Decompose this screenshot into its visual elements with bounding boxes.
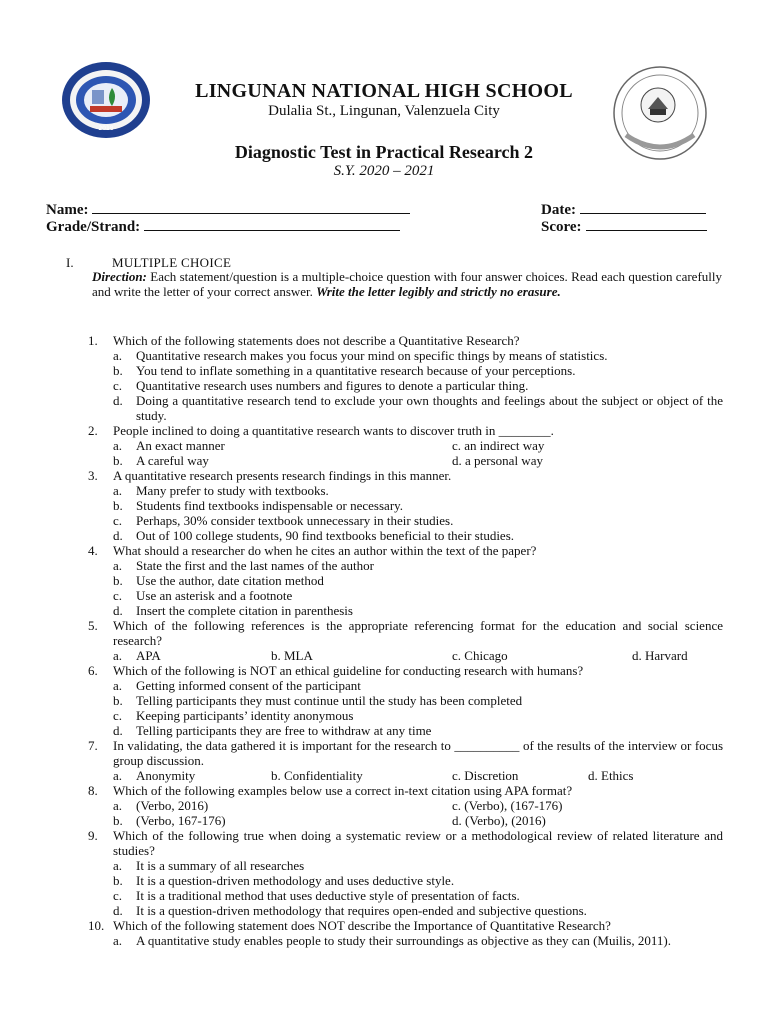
date-field[interactable] bbox=[541, 201, 706, 219]
option-9b: b. It is a question-driven methodology and uses deductive style. bbox=[113, 873, 455, 888]
direction-text: Each statement/question is a multiple-choice question with four answer choices. Read each question carefully and write the letter of your correct answer. bbox=[92, 269, 722, 299]
question-item bbox=[0, 663, 768, 738]
option-5b: b. MLA bbox=[271, 648, 313, 663]
grade-strand-blank[interactable] bbox=[144, 218, 400, 231]
date-label: Date: bbox=[541, 202, 576, 218]
option-5a: APA bbox=[136, 648, 161, 663]
question-number: 8. bbox=[88, 783, 98, 798]
option-9a: a. It is a summary of all researches bbox=[113, 858, 305, 873]
question-6 bbox=[0, 663, 723, 678]
question-item bbox=[0, 828, 768, 918]
option-6d: d. Telling participants they are free to withdraw at any time bbox=[113, 723, 432, 738]
question-number: 6. bbox=[88, 663, 98, 678]
question-text: In validating, the data gathered it is important for the research to __________ of the results of the interview or focus group discussion. bbox=[113, 738, 723, 768]
option-6b: b. Telling participants they must continue until the study has been completed bbox=[113, 693, 523, 708]
option-row: b. (Verbo, 167-176) d. (Verbo), (2016) bbox=[113, 813, 546, 828]
option-letter: b. bbox=[113, 453, 123, 468]
option-4a: a. State the first and the last names of the author bbox=[113, 558, 374, 573]
question-7 bbox=[0, 738, 723, 768]
option-7c: c. Discretion bbox=[452, 768, 519, 783]
question-8 bbox=[0, 783, 723, 798]
option-9c: c. It is a traditional method that uses deductive style of presentation of facts. bbox=[113, 888, 520, 903]
option-7a: Anonymity bbox=[136, 768, 196, 783]
question-item bbox=[0, 543, 768, 618]
question-item bbox=[0, 468, 768, 543]
question-4 bbox=[0, 543, 723, 558]
section-title: MULTIPLE CHOICE bbox=[112, 255, 232, 270]
option-6a: a. Getting informed consent of the participant bbox=[113, 678, 361, 693]
question-text: Which of the following statements does not describe a Quantitative Research? bbox=[113, 333, 520, 348]
section-numeral: I. bbox=[66, 255, 74, 270]
score-field[interactable] bbox=[541, 218, 707, 236]
question-text: Which of the following statement does NOT describe the Importance of Quantitative Research? bbox=[113, 918, 611, 933]
question-list bbox=[0, 333, 768, 948]
option-4b: b. Use the author, date citation method bbox=[113, 573, 324, 588]
question-number: 9. bbox=[88, 828, 98, 843]
option-1d: d. Doing a quantitative research tend to exclude your own thoughts and feelings about the subject or object of the study. bbox=[113, 393, 723, 423]
question-item bbox=[0, 918, 768, 948]
option-1c: c. Quantitative research uses numbers and figures to denote a particular thing. bbox=[113, 378, 529, 393]
question-number: 7. bbox=[88, 738, 98, 753]
question-item bbox=[0, 618, 768, 663]
question-text: Which of the following examples below use a correct in-text citation using APA format? bbox=[113, 783, 573, 798]
option-1b: b. You tend to inflate something in a quantitative research because of your perceptions. bbox=[113, 363, 576, 378]
question-number: 2. bbox=[88, 423, 98, 438]
question-item bbox=[0, 738, 768, 783]
question-text: People inclined to doing a quantitative research wants to discover truth in ________. bbox=[113, 423, 554, 438]
question-item bbox=[0, 783, 768, 828]
option-row bbox=[0, 438, 768, 453]
date-blank[interactable] bbox=[580, 201, 706, 214]
option-4d: d. Insert the complete citation in parenthesis bbox=[113, 603, 353, 618]
option-9d: d. It is a question-driven methodology that requires open-ended and subjective questions. bbox=[113, 903, 587, 918]
question-1 bbox=[0, 333, 723, 348]
option-2a: An exact manner bbox=[136, 438, 225, 453]
option-7d: d. Ethics bbox=[588, 768, 634, 783]
question-item bbox=[0, 333, 768, 423]
name-blank[interactable] bbox=[92, 201, 410, 214]
question-5 bbox=[0, 618, 723, 648]
option-row: a. APA b. MLA c. Chicago d. Harvard bbox=[113, 648, 688, 663]
option-10a: a. A quantitative study enables people to study their surroundings as objective as they can (Muilis, 2011). bbox=[113, 933, 671, 948]
option-3d: d. Out of 100 college students, 90 find textbooks beneficial to their studies. bbox=[113, 528, 515, 543]
option-3b: b. Students find textbooks indispensable or necessary. bbox=[113, 498, 404, 513]
name-field[interactable] bbox=[46, 201, 410, 219]
question-number: 5. bbox=[88, 618, 98, 633]
question-text: Which of the following true when doing a systematic review or a methodological review of related literature and studies? bbox=[113, 828, 723, 858]
question-number: 3. bbox=[88, 468, 98, 483]
option-8a: (Verbo, 2016) bbox=[136, 798, 209, 813]
direction-paragraph bbox=[92, 269, 722, 299]
seal-year: 2018 bbox=[98, 125, 114, 132]
school-name: LINGUNAN NATIONAL HIGH SCHOOL bbox=[195, 80, 573, 102]
test-title: Diagnostic Test in Practical Research 2 bbox=[234, 142, 534, 162]
option-5c: c. Chicago bbox=[452, 648, 508, 663]
score-blank[interactable] bbox=[586, 218, 707, 231]
option-letter: a. bbox=[113, 438, 123, 453]
question-9 bbox=[0, 828, 723, 858]
option-8c: c. (Verbo), (167-176) bbox=[452, 798, 563, 813]
question-number: 10. bbox=[88, 918, 105, 933]
name-label: Name: bbox=[46, 202, 89, 218]
option-4c: c. Use an asterisk and a footnote bbox=[113, 588, 293, 603]
question-text: Which of the following references is the appropriate referencing format for the education and social science research? bbox=[113, 618, 723, 648]
question-number: 4. bbox=[88, 543, 98, 558]
option-3c: c. Perhaps, 30% consider textbook unnecessary in their studies. bbox=[113, 513, 454, 528]
question-text: A quantitative research presents research findings in this manner. bbox=[113, 468, 452, 483]
option-7b: b. Confidentiality bbox=[271, 768, 363, 783]
question-text: What should a researcher do when he cites an author within the text of the paper? bbox=[113, 543, 537, 558]
question-number: 1. bbox=[88, 333, 98, 348]
option-2d: d. a personal way bbox=[452, 453, 543, 468]
option-6c: c. Keeping participants’ identity anonymous bbox=[113, 708, 354, 723]
option-row: a. (Verbo, 2016) c. (Verbo), (167-176) bbox=[113, 798, 563, 813]
school-address: Dulalia St., Lingunan, Valenzuela City bbox=[268, 103, 500, 119]
question-text: Which of the following is NOT an ethical guideline for conducting research with humans? bbox=[113, 663, 584, 678]
question-2 bbox=[0, 423, 723, 438]
option-2b: A careful way bbox=[136, 453, 209, 468]
direction-label: Direction: bbox=[92, 269, 147, 284]
grade-strand-label: Grade/Strand: bbox=[46, 219, 141, 235]
question-item bbox=[0, 423, 768, 468]
option-1a: a. Quantitative research makes you focus your mind on specific things by means of statistics. bbox=[113, 348, 608, 363]
option-8b: (Verbo, 167-176) bbox=[136, 813, 226, 828]
question-3 bbox=[0, 468, 723, 483]
option-row: a. Anonymity b. Confidentiality c. Discretion d. Ethics bbox=[113, 768, 634, 783]
option-2c: c. an indirect way bbox=[452, 438, 545, 453]
option-row bbox=[0, 453, 768, 468]
school-seal-logo bbox=[60, 60, 152, 140]
option-8d: d. (Verbo), (2016) bbox=[452, 813, 546, 828]
grade-strand-field[interactable] bbox=[46, 218, 400, 236]
option-5d: d. Harvard bbox=[632, 648, 688, 663]
direction-emphasis: Write the letter legibly and strictly no erasure. bbox=[316, 284, 561, 299]
question-10 bbox=[0, 918, 723, 933]
option-3a: a. Many prefer to study with textbooks. bbox=[113, 483, 329, 498]
school-year: S.Y. 2020 – 2021 bbox=[333, 163, 435, 179]
score-label: Score: bbox=[541, 219, 582, 235]
